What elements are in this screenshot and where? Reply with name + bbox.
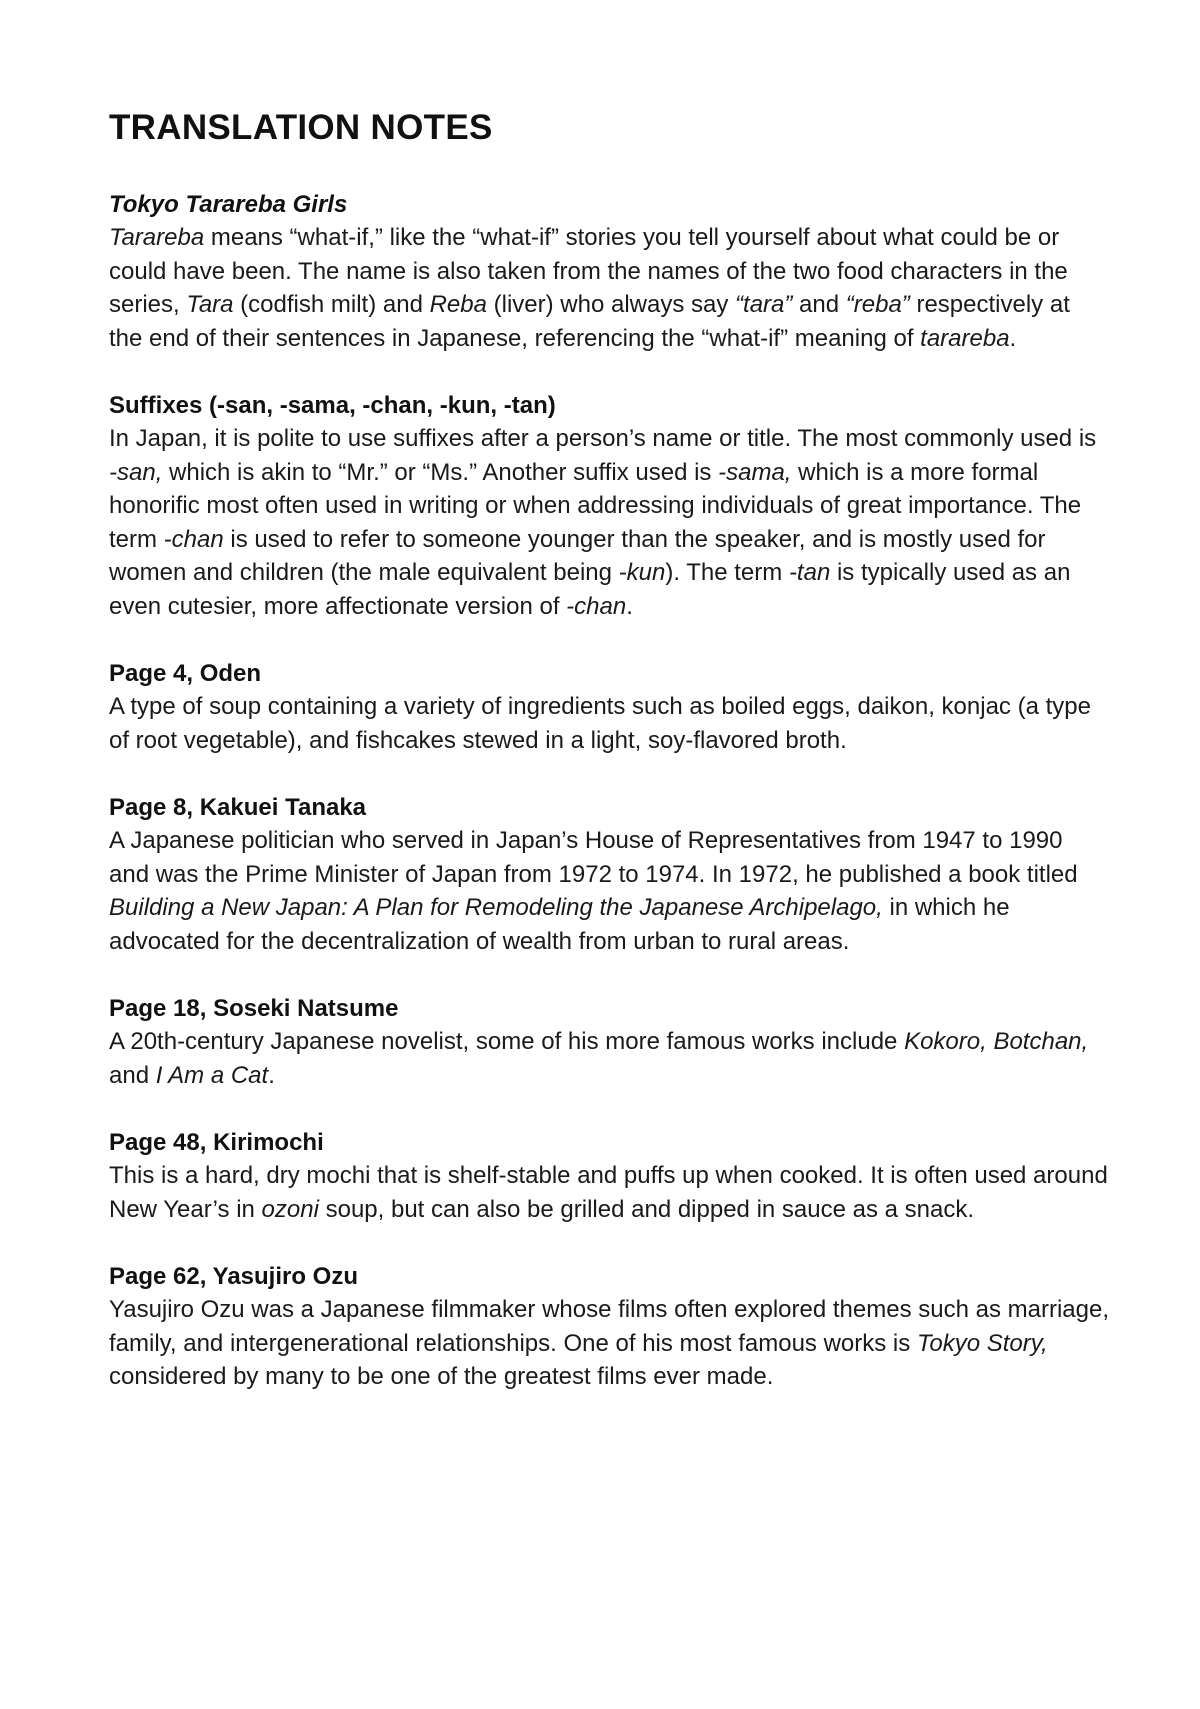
- note-text-segment: .: [268, 1061, 275, 1089]
- note-text-segment: .: [1009, 324, 1017, 352]
- note-text-segment: I Am a Cat: [155, 1061, 269, 1089]
- note-body: [109, 422, 1109, 623]
- note-body: [109, 221, 1109, 355]
- note-heading: Page 62, Yasujiro Ozu: [109, 1263, 358, 1290]
- note-text-segment: Reba: [429, 291, 487, 318]
- note-text-segment: “reba”: [845, 291, 910, 318]
- note-text-segment: -kun: [618, 559, 666, 586]
- note-heading: Page 18, Soseki Natsume: [109, 995, 399, 1022]
- note-entry: [109, 1260, 1109, 1394]
- note-text-segment: “tara”: [735, 291, 793, 318]
- note-text-segment: which is akin to “Mr.” or “Ms.” Another suffix used is: [162, 458, 719, 486]
- note-body: [109, 824, 1109, 958]
- note-text-segment: and: [109, 1061, 156, 1089]
- note-text-segment: In Japan, it is polite to use suffixes after a person’s name or title. The most commonly used is: [109, 425, 1097, 452]
- note-text-segment: in which he advocated for the decentralization of wealth from urban to rural areas.: [109, 894, 1010, 955]
- note-text-segment: Tara: [186, 291, 234, 318]
- note-heading: Page 8, Kakuei Tanaka: [109, 794, 367, 821]
- note-text-segment: soup, but can also be grilled and dipped in sauce as a snack.: [318, 1195, 975, 1223]
- note-text-segment: -sama,: [718, 458, 792, 486]
- note-text-segment: considered by many to be one of the greatest films ever made.: [109, 1363, 774, 1390]
- note-entry: [109, 791, 1109, 958]
- note-text-segment: which is a more formal honorific most often used in writing or when addressing individuals of great importance. The term: [109, 458, 1082, 553]
- note-text-segment: tarareba: [920, 324, 1010, 352]
- note-text-segment: .: [626, 592, 633, 620]
- note-text-segment: ozoni: [261, 1195, 319, 1223]
- page-title: TRANSLATION NOTES: [109, 108, 493, 147]
- note-body: [109, 1293, 1109, 1394]
- note-text-segment: A 20th-century Japanese novelist, some of his more famous works include: [109, 1028, 905, 1055]
- note-text-segment: (codfish milt) and: [233, 291, 430, 318]
- note-text-segment: and: [792, 291, 846, 318]
- note-entry: [109, 188, 1109, 355]
- note-text-segment: Kokoro, Botchan,: [904, 1028, 1089, 1055]
- note-text-segment: -chan: [566, 592, 627, 620]
- note-entry: [109, 389, 1109, 623]
- note-text-segment: Tarareba: [109, 224, 205, 251]
- note-text-segment: -san,: [109, 458, 163, 486]
- note-text-segment: -chan: [163, 525, 224, 553]
- note-text-segment: is used to refer to someone younger than the speaker, and is mostly used for women and children (the male equivalent being: [109, 525, 1046, 586]
- translation-notes-page: [109, 104, 1109, 1428]
- note-entry: [109, 657, 1109, 757]
- note-text-segment: means “what-if,” like the “what-if” stories you tell yourself about what could be or could have been. The name is also taken from the names of the two food characters in the series,: [109, 224, 1068, 318]
- note-text-segment: respectively at the end of their sentences in Japanese, referencing the “what-if” meaning of: [109, 291, 1070, 352]
- note-text-segment: Building a New Japan: A Plan for Remodeling the Japanese Archipelago,: [109, 894, 883, 921]
- note-text-segment: ). The term: [665, 559, 789, 586]
- note-text-segment: A Japanese politician who served in Japan’s House of Representatives from 1947 to 1990 and was the Prime Minister of Japan from 1972 to 1974. In 1972, he published a book titled: [109, 827, 1078, 888]
- note-heading: Suffixes (-san, -sama, -chan, -kun, -tan): [109, 392, 556, 419]
- note-heading: Page 48, Kirimochi: [109, 1129, 324, 1156]
- note-entry: [109, 1126, 1109, 1226]
- note-text-segment: This is a hard, dry mochi that is shelf-stable and puffs up when cooked. It is often used around New Year’s in: [109, 1162, 1108, 1223]
- note-text-segment: Yasujiro Ozu was a Japanese filmmaker whose films often explored themes such as marriage, family, and intergenerational relationships. One of his most famous works is: [109, 1296, 1109, 1357]
- note-text-segment: (liver) who always say: [486, 291, 736, 318]
- note-text-segment: A type of soup containing a variety of ingredients such as boiled eggs, daikon, konjac (a type of root vegetable), and fishcakes stewed in a light, soy-flavored broth.: [109, 693, 1091, 754]
- note-body: [109, 690, 1109, 757]
- note-body: [109, 1159, 1109, 1226]
- note-heading: Page 4, Oden: [109, 660, 262, 687]
- note-entry: [109, 992, 1109, 1092]
- note-heading: Tokyo Tarareba Girls: [109, 191, 348, 218]
- note-text-segment: Tokyo Story,: [916, 1329, 1048, 1357]
- note-text-segment: -tan: [788, 559, 831, 586]
- note-body: [109, 1025, 1109, 1092]
- note-text-segment: is typically used as an even cutesier, more affectionate version of: [109, 559, 1071, 620]
